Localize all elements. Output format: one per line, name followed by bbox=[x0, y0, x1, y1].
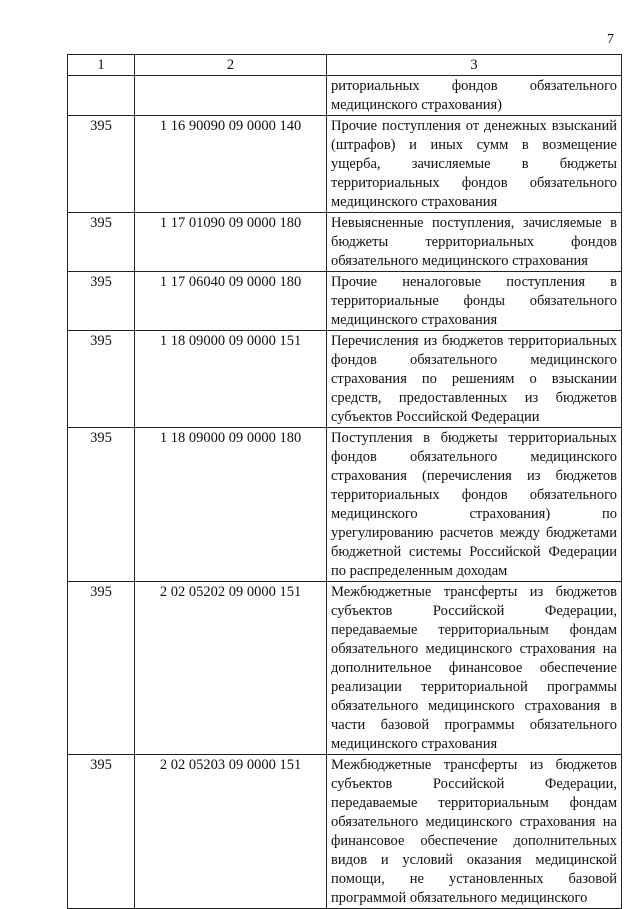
admin-code-cell bbox=[68, 76, 135, 116]
table-row bbox=[68, 755, 622, 909]
description-cell: Прочие поступления от денежных взысканий (штрафов) и иных сумм в возмещение ущерба, зачисляемые в бюджеты территориальных фондов обязательного медицинского страхования bbox=[327, 116, 622, 213]
budget-code-cell: 2 02 05202 09 0000 151 bbox=[135, 582, 327, 755]
description-cell: Межбюджетные трансферты из бюджетов субъектов Российской Федерации, передаваемые территориальным фондам обязательного медицинского страхования на дополнительное финансовое обеспечение реализации территориальной программы обязательного медицинского страхования в части базовой программы обязательного медицинского страхования bbox=[327, 582, 622, 755]
description-cell: Невыясненные поступления, зачисляемые в бюджеты территориальных фондов обязательного медицинского страхования bbox=[327, 213, 622, 272]
description-cell: риториальных фондов обязательного медицинского страхования) bbox=[327, 76, 622, 116]
column-header-1: 1 bbox=[68, 55, 135, 76]
table-row bbox=[68, 428, 622, 582]
budget-code-cell bbox=[135, 76, 327, 116]
column-header-2: 2 bbox=[135, 55, 327, 76]
table-row bbox=[68, 76, 622, 116]
budget-code-cell: 2 02 05203 09 0000 151 bbox=[135, 755, 327, 909]
admin-code-cell: 395 bbox=[68, 428, 135, 582]
table-row bbox=[68, 213, 622, 272]
budget-codes-table bbox=[67, 54, 622, 909]
budget-code-cell: 1 17 06040 09 0000 180 bbox=[135, 272, 327, 331]
table-row bbox=[68, 272, 622, 331]
table-header-row bbox=[68, 55, 622, 76]
table-row bbox=[68, 331, 622, 428]
description-cell: Перечисления из бюджетов территориальных фондов обязательного медицинского страхования по решениям о взыскании средств, предоставленных из бюджетов субъектов Российской Федерации bbox=[327, 331, 622, 428]
admin-code-cell: 395 bbox=[68, 213, 135, 272]
page-number: 7 bbox=[607, 32, 614, 47]
admin-code-cell: 395 bbox=[68, 331, 135, 428]
description-cell: Межбюджетные трансферты из бюджетов субъектов Российской Федерации, передаваемые территориальным фондам обязательного медицинского страхования на финансовое обеспечение дополнительных видов и условий оказания медицинской помощи, не установленных базовой программой обязательного медицинского bbox=[327, 755, 622, 909]
description-cell: Поступления в бюджеты территориальных фондов обязательного медицинского страхования (перечисления из бюджетов территориальных фондов обязательного медицинского страхования) по урегулированию расчетов между бюджетами бюджетной системы Российской Федерации по распределенным доходам bbox=[327, 428, 622, 582]
admin-code-cell: 395 bbox=[68, 116, 135, 213]
table-row bbox=[68, 582, 622, 755]
admin-code-cell: 395 bbox=[68, 755, 135, 909]
column-header-3: 3 bbox=[327, 55, 622, 76]
description-cell: Прочие неналоговые поступления в территориальные фонды обязательного медицинского страхования bbox=[327, 272, 622, 331]
budget-code-cell: 1 17 01090 09 0000 180 bbox=[135, 213, 327, 272]
admin-code-cell: 395 bbox=[68, 272, 135, 331]
budget-code-cell: 1 18 09000 09 0000 151 bbox=[135, 331, 327, 428]
admin-code-cell: 395 bbox=[68, 582, 135, 755]
budget-code-cell: 1 18 09000 09 0000 180 bbox=[135, 428, 327, 582]
table-row bbox=[68, 116, 622, 213]
budget-code-cell: 1 16 90090 09 0000 140 bbox=[135, 116, 327, 213]
